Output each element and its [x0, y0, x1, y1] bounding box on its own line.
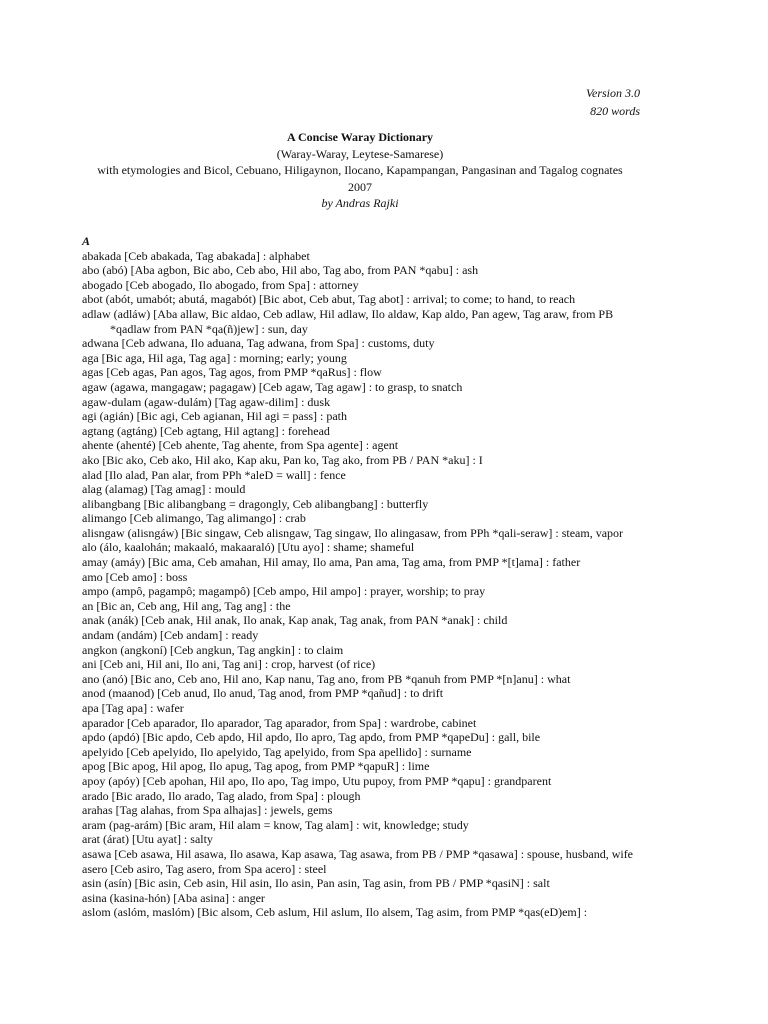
dictionary-entry: arat (árat) [Utu ayat] : salty [82, 832, 213, 847]
dictionary-entry: agaw-dulam (agaw-dulám) [Tag agaw-dilim] : dusk [82, 394, 331, 409]
dictionary-entry: alo (álo, kaalohán; makaaló, makaaraló) [Utu ayo] : shame; shameful [82, 540, 415, 555]
dictionary-entry: ako [Bic ako, Ceb ako, Hil ako, Kap aku, Pan ko, Tag ako, from PB / PAN *aku] : I [82, 452, 483, 467]
dictionary-entries [82, 234, 652, 920]
dictionary-entry: alad [Ilo alad, Pan alar, from PPh *aleD = wall] : fence [82, 467, 346, 482]
dictionary-entry: asin (asín) [Bic asin, Ceb asin, Hil asin, Ilo asin, Pan asin, Tag asin, from PB / PMP *qasiN] : salt [82, 876, 550, 891]
dictionary-entry: agi (agián) [Bic agi, Ceb agianan, Hil agi = pass] : path [82, 409, 348, 424]
title-block [80, 129, 640, 212]
dictionary-entry: ampo (ampô, pagampô; magampô) [Ceb ampo, Hil ampo] : prayer, worship; to pray [82, 584, 486, 599]
dictionary-entry: alibangbang [Bic alibangbang = dragongly, Ceb alibangbang] : butterfly [82, 496, 429, 511]
dictionary-entry: aram (pag-arám) [Bic aram, Hil alam = know, Tag alam] : wit, knowledge; study [82, 817, 469, 832]
dictionary-entry: apoy (apóy) [Ceb apohan, Hil apo, Ilo apo, Tag impo, Utu pupoy, from PMP *qapu] : grandparent [82, 773, 552, 788]
dictionary-entry: amo [Ceb amo] : boss [82, 569, 188, 584]
dictionary-entry: apelyido [Ceb apelyido, Ilo apelyido, Tag apelyido, from Spa apellido] : surname [82, 744, 472, 759]
dictionary-entry: alag (alamag) [Tag amag] : mould [82, 482, 246, 497]
dictionary-entry: abo (abó) [Aba agbon, Bic abo, Ceb abo, Hil abo, Tag abo, from PAN *qabu] : ash [82, 263, 479, 278]
document-title: A Concise Waray Dictionary [286, 130, 434, 144]
dictionary-entry: ani [Ceb ani, Hil ani, Ilo ani, Tag ani] : crop, harvest (of rice) [82, 657, 376, 672]
document-description: with etymologies and Bicol, Cebuano, Hiligaynon, Ilocano, Kapampangan, Pangasinan and Tagalog cognates [97, 163, 623, 177]
dictionary-entry: abakada [Ceb abakada, Tag abakada] : alphabet [82, 248, 310, 263]
dictionary-entry: adlaw (adláw) [Aba allaw, Bic aldao, Ceb adlaw, Hil adlaw, Ilo aldaw, Kap aldo, Pan agew, Tag araw, from PB *qadlaw from PAN *qa(ñ)jew] : sun, day [82, 306, 614, 336]
dictionary-entry: ahente (ahenté) [Ceb ahente, Tag ahente, from Spa agente] : agent [82, 438, 399, 453]
dictionary-entry: arahas [Tag alahas, from Spa alhajas] : jewels, gems [82, 803, 333, 818]
dictionary-entry: agtang (agtáng) [Ceb agtang, Hil agtang] : forehead [82, 423, 330, 438]
dictionary-entry: apa [Tag apa] : wafer [82, 701, 184, 715]
document-year: 2007 [348, 179, 372, 194]
word-count-label: 820 words [590, 104, 640, 118]
dictionary-entry: aga [Bic aga, Hil aga, Tag aga] : morning; early; young [82, 350, 347, 365]
dictionary-entry: apog [Bic apog, Hil apog, Ilo apug, Tag apog, from PMP *qapuR] : lime [82, 759, 430, 774]
dictionary-entry: angkon (angkoní) [Ceb angkun, Tag angkin] : to claim [82, 642, 344, 657]
dictionary-entry: andam (andám) [Ceb andam] : ready [82, 628, 259, 643]
section-letter-heading: A [82, 234, 91, 248]
dictionary-entry: abot (abót, umabót; abutá, magabót) [Bic abot, Ceb abut, Tag abot] : arrival; to come; to hand, to reach [82, 292, 576, 307]
dictionary-entry: arado [Bic arado, Ilo arado, Tag alado, from Spa] : plough [82, 788, 361, 803]
dictionary-entry: asero [Ceb asiro, Tag asero, from Spa acero] : steel [82, 861, 327, 876]
version-label: Version 3.0 [586, 86, 640, 100]
dictionary-entry: ano (anó) [Bic ano, Ceb ano, Hil ano, Kap nanu, Tag ano, from PB *qanuh from PMP *[n]anu] : what [82, 671, 571, 686]
dictionary-entry: an [Bic an, Ceb ang, Hil ang, Tag ang] : the [82, 598, 291, 613]
dictionary-entry: apdo (apdó) [Bic apdo, Ceb apdo, Hil apdo, Ilo apro, Tag apdo, from PMP *qapeDu] : gall, bile [82, 730, 541, 745]
dictionary-entry: alisngaw (alisngáw) [Bic singaw, Ceb alisngaw, Tag singaw, Ilo alingasaw, from PPh *qali-seraw] : steam, vapor [82, 525, 624, 540]
dictionary-entry: anak (anák) [Ceb anak, Hil anak, Ilo anak, Kap anak, Tag anak, from PAN *anak] : child [82, 613, 508, 628]
document-author: by Andras Rajki [321, 196, 399, 210]
dictionary-entry: alimango [Ceb alimango, Tag alimango] : crab [82, 511, 306, 526]
dictionary-entry: agaw (agawa, mangagaw; pagagaw) [Ceb agaw, Tag agaw] : to grasp, to snatch [82, 379, 463, 394]
dictionary-entry: anod (maanod) [Ceb anud, Ilo anud, Tag anod, from PMP *qañud] : to drift [82, 686, 444, 701]
entry-list [82, 249, 652, 920]
dictionary-entry: adwana [Ceb adwana, Ilo aduana, Tag adwana, from Spa] : customs, duty [82, 336, 435, 351]
dictionary-entry: asawa [Ceb asawa, Hil asawa, Ilo asawa, Kap asawa, Tag asawa, from PB / PMP *qasawa] : spouse, husband, wife [82, 846, 634, 861]
dictionary-entry: amay (amáy) [Bic ama, Ceb amahan, Hil amay, Ilo ama, Pan ama, Tag ama, from PMP *[t]ama] : father [82, 555, 581, 570]
dictionary-entry: agas [Ceb agas, Pan agos, Tag agos, from PMP *qaRus] : flow [82, 365, 382, 380]
dictionary-entry: aparador [Ceb aparador, Ilo aparador, Tag aparador, from Spa] : wardrobe, cabinet [82, 715, 477, 730]
version-block [586, 84, 640, 120]
dictionary-entry: asina (kasina-hón) [Aba asina] : anger [82, 890, 265, 905]
dictionary-entry: aslom (aslóm, maslóm) [Bic alsom, Ceb aslum, Hil aslum, Ilo alsem, Tag asim, from PMP *qas(eD)em] : [82, 905, 588, 920]
document-subtitle: (Waray-Waray, Leytese-Samarese) [276, 146, 444, 161]
dictionary-entry: abogado [Ceb abogado, Ilo abogado, from Spa] : attorney [82, 277, 359, 292]
